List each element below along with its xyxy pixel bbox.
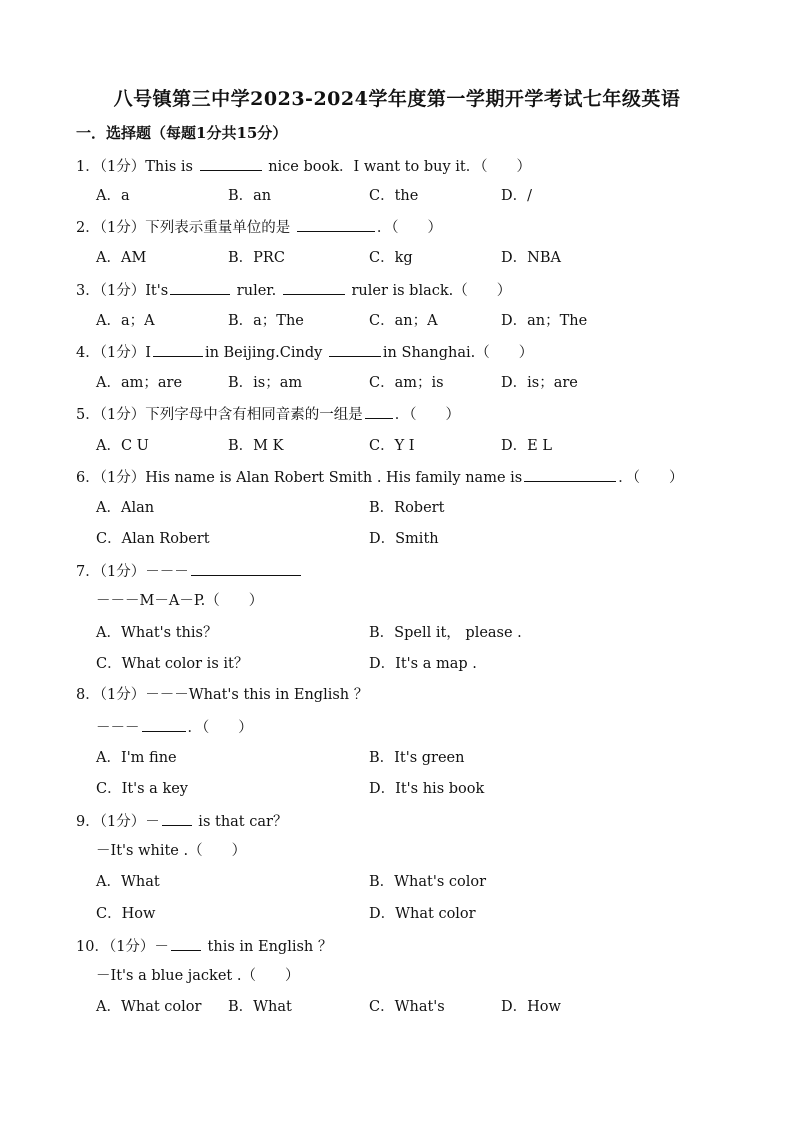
- option: C．What color is it？: [96, 656, 249, 672]
- answer-blank: [153, 341, 203, 357]
- answer-blank: [170, 279, 230, 295]
- option: A．Alan: [96, 500, 155, 516]
- question-2: 2．（1分）下列表示重量单位的是 ．（ ）: [76, 216, 442, 238]
- option: C．Alan Robert: [96, 531, 210, 547]
- option: D．Smith: [369, 531, 439, 547]
- question-7-reply: －－－M－A－P.（ ）: [96, 593, 264, 609]
- option: A．What's this？: [96, 625, 218, 641]
- option: A．AM: [96, 250, 147, 266]
- question-9-reply: －It's white .（ ）: [96, 843, 247, 859]
- question-7: 7．（1分）－－－: [76, 560, 303, 582]
- answer-blank: [191, 560, 301, 576]
- section-heading: 一．选择题（每题1分共15分）: [76, 124, 288, 142]
- answer-blank: [297, 216, 375, 232]
- option: A．I'm fine: [96, 750, 177, 766]
- question-1: 1．（1分）This is nice book．I want to buy it．（ ）: [76, 155, 531, 177]
- option: A．What: [96, 874, 160, 890]
- option: D．How: [501, 999, 561, 1015]
- option: B．What's color: [369, 874, 487, 890]
- option: C．How: [96, 906, 156, 922]
- option: C．am；is: [369, 375, 444, 391]
- question-10: 10．（1分）－ this in English ？: [76, 935, 332, 957]
- question-4: 4．（1分）I in Beijing.Cindy in Shanghai.（ ）: [76, 341, 533, 363]
- option: B．PRC: [228, 250, 285, 266]
- answer-blank: [200, 155, 262, 171]
- option: B．a；The: [228, 313, 304, 329]
- option: C．kg: [369, 250, 413, 266]
- answer-blank: [365, 403, 393, 419]
- option: D．E L: [501, 438, 552, 454]
- option: A．a: [96, 188, 130, 204]
- answer-blank: [142, 716, 186, 732]
- option: C．Y I: [369, 438, 415, 454]
- option: B．Spell it， please .: [369, 625, 522, 641]
- question-9: 9．（1分）－ is that car？: [76, 810, 287, 832]
- answer-blank: [283, 279, 345, 295]
- question-6: 6．（1分）His name is Alan Robert Smith . His family name is ．（ ）: [76, 466, 683, 488]
- option: B．What: [228, 999, 292, 1015]
- option: D．an；The: [501, 313, 588, 329]
- exam-title: 八号镇第三中学2023-2024学年度第一学期开学考试七年级英语: [113, 88, 681, 110]
- question-3: 3．（1分）It's ruler. ruler is black.（ ）: [76, 279, 511, 301]
- option: B．Robert: [369, 500, 445, 516]
- option: D．/: [501, 188, 533, 204]
- option: C．the: [369, 188, 419, 204]
- question-10-reply: －It's a blue jacket .（ ）: [96, 968, 300, 984]
- option: A．am；are: [96, 375, 183, 391]
- option: D．It's his book: [369, 781, 485, 797]
- option: D．is；are: [501, 375, 578, 391]
- option: D．NBA: [501, 250, 561, 266]
- option: C．an；A: [369, 313, 438, 329]
- option: A．C U: [96, 438, 149, 454]
- option: B．It's green: [369, 750, 465, 766]
- option: A．a；A: [96, 313, 155, 329]
- question-8: 8．（1分）－－－What's this in English ？: [76, 687, 369, 703]
- option: D．What color: [369, 906, 476, 922]
- option: B．M K: [228, 438, 284, 454]
- option: A．What color: [96, 999, 202, 1015]
- option: D．It's a map .: [369, 656, 477, 672]
- option: B．is；am: [228, 375, 303, 391]
- option: C．What's: [369, 999, 445, 1015]
- answer-blank: [171, 935, 201, 951]
- answer-blank: [162, 810, 192, 826]
- option: C．It's a key: [96, 781, 188, 797]
- answer-blank: [524, 466, 616, 482]
- question-5: 5．（1分）下列字母中含有相同音素的一组是 ．（ ）: [76, 403, 460, 425]
- question-8-reply: －－－ ．（ ）: [96, 716, 253, 738]
- option: B．an: [228, 188, 272, 204]
- answer-blank: [329, 341, 381, 357]
